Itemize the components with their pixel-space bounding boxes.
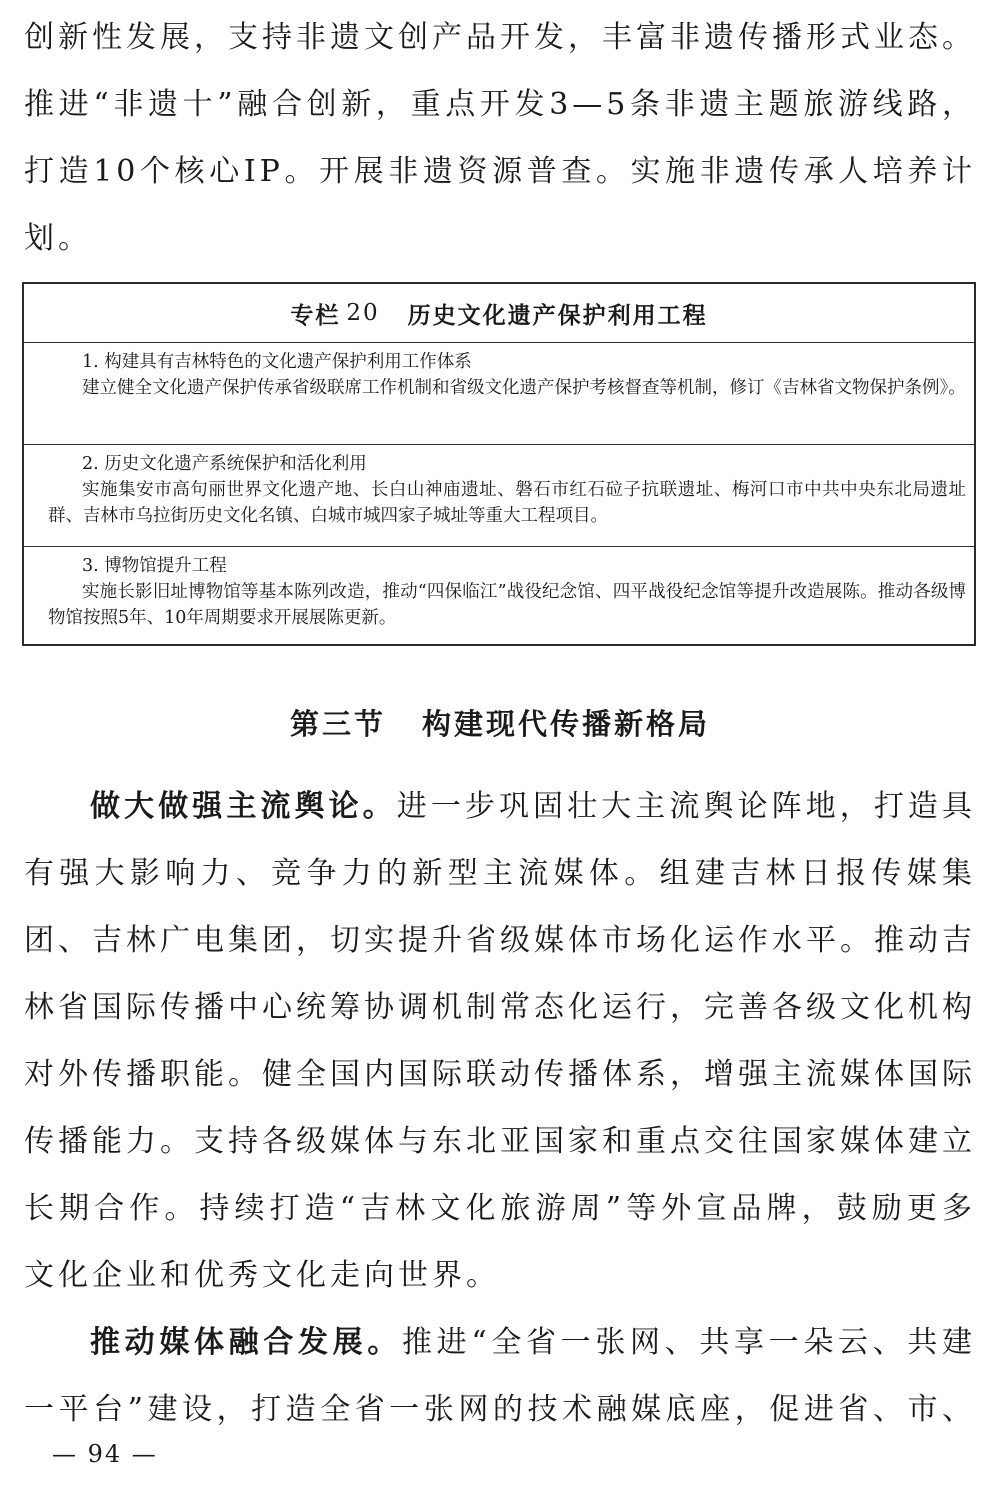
paragraph-1-line-4: 林省国际传播中心统筹协调机制常态化运行，完善各级文化机构 xyxy=(24,990,976,1025)
section-label: 第三节 xyxy=(289,707,386,741)
box-section-heading: 2. 历史文化遗产系统保护和活化利用 xyxy=(82,454,367,474)
top-paragraph-line-3: 打造10个核心IP。开展非遗资源普查。实施非遗传承人培养计 xyxy=(24,154,976,189)
paragraph-2-text: 推进“全省一张网、共享一朵云、共建 xyxy=(402,1325,976,1360)
box-section-heading: 3. 博物馆提升工程 xyxy=(82,556,227,576)
page-number: — 94 — xyxy=(52,1440,158,1468)
paragraph-1-line-2: 有强大影响力、竞争力的新型主流媒体。组建吉林日报传媒集 xyxy=(24,856,976,891)
paragraph-1-line-6: 传播能力。支持各级媒体与东北亚国家和重点交往国家媒体建立 xyxy=(24,1124,976,1159)
box-section-2 xyxy=(24,445,974,547)
box-title-text: 历史文化遗产保护利用工程 xyxy=(407,302,708,329)
paragraph-1-line-3: 团、吉林广电集团，切实提升省级媒体市场化运作水平。推动吉 xyxy=(24,923,976,958)
box-title xyxy=(24,284,974,343)
box-title-prefix: 专栏 xyxy=(290,302,341,329)
section-heading xyxy=(0,702,1000,743)
paragraph-2-line-1 xyxy=(24,1309,976,1376)
box-section-body: 实施长影旧址博物馆等基本陈列改造，推动“四保临江”战役纪念馆、四平战役纪念馆等提升改造展陈。推动各级博物馆按照5年、10年周期要求开展展陈更新。 xyxy=(48,582,966,628)
paragraph-1-line-1 xyxy=(24,773,976,840)
box-section-1 xyxy=(24,343,974,445)
paragraph-1-line-5: 对外传播职能。健全国内国际联动传播体系，增强主流媒体国际 xyxy=(24,1057,976,1092)
paragraph-1-line-8: 文化企业和优秀文化走向世界。 xyxy=(24,1258,500,1293)
top-paragraph-line-4: 划。 xyxy=(24,221,92,256)
paragraph-1-lead: 做大做强主流舆论。 xyxy=(90,789,397,824)
paragraph-1-line-7: 长期合作。持续打造“吉林文化旅游周”等外宣品牌，鼓励更多 xyxy=(24,1191,976,1226)
paragraph-2-line-2: 一平台”建设，打造全省一张网的技术融媒底座，促进省、市、 xyxy=(24,1392,976,1427)
box-section-body: 实施集安市高句丽世界文化遗产地、长白山神庙遗址、磐石市红石砬子抗联遗址、梅河口市中共中央东北局遗址群、吉林市乌拉街历史文化名镇、白城市城四家子城址等重大工程项目。 xyxy=(48,480,966,526)
paragraph-2-lead: 推动媒体融合发展。 xyxy=(90,1325,402,1360)
top-paragraph-line-2: 推进“非遗十”融合创新，重点开发3—5条非遗主题旅游线路， xyxy=(24,87,976,122)
box-title-number: 20 xyxy=(346,300,380,326)
box-section-heading: 1. 构建具有吉林特色的文化遗产保护利用工作体系 xyxy=(82,352,472,372)
box-section-3 xyxy=(24,547,974,645)
sidebar-box xyxy=(22,282,976,646)
paragraph-1-text: 进一步巩固壮大主流舆论阵地，打造具 xyxy=(396,789,977,824)
box-section-body: 建立健全文化遗产保护传承省级联席工作机制和省级文化遗产保护考核督查等机制，修订《吉林省文物保护条例》。 xyxy=(82,378,966,398)
section-title: 构建现代传播新格局 xyxy=(422,707,711,741)
top-paragraph-line-1: 创新性发展，支持非遗文创产品开发，丰富非遗传播形式业态。 xyxy=(24,20,976,55)
